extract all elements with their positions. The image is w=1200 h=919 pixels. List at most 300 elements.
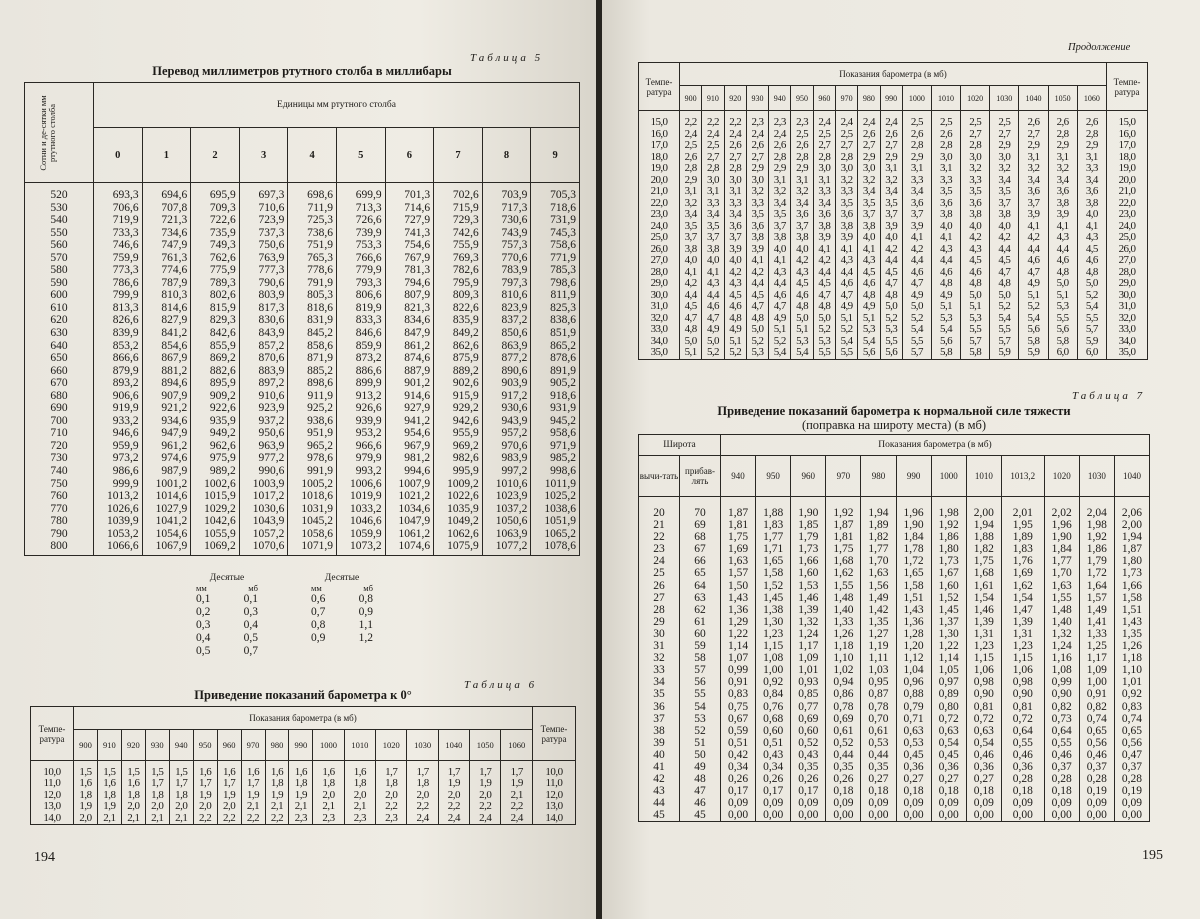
table-row (639, 255, 1148, 267)
table-cell: 1041,2 (142, 515, 191, 528)
table-cell: 1,49 (1079, 604, 1114, 616)
table-cell: 1,41 (1079, 616, 1114, 628)
table-cell: 0,17 (756, 785, 791, 797)
table-cell: 854,6 (142, 340, 191, 353)
table-cell: 3,4 (702, 209, 724, 221)
table-cell: 737,3 (239, 227, 288, 240)
table-cell: 3,2 (1048, 163, 1077, 175)
table-cell: 1,8 (376, 778, 407, 789)
table-cell: 0,89 (931, 688, 966, 700)
column-header: 3 (239, 128, 288, 183)
table-cell: 1,63 (721, 555, 756, 567)
table-cell: 1014,6 (142, 490, 191, 503)
row-label: 16,0 (1107, 129, 1148, 141)
row-label: 40 (639, 749, 680, 761)
table-cell: 5,8 (1019, 336, 1048, 348)
table-cell: 0,53 (861, 737, 896, 749)
row-label: 26,0 (639, 244, 680, 256)
table-cell: 721,3 (142, 214, 191, 227)
table-cell: 5,2 (880, 313, 902, 325)
table-cell: 3,1 (702, 186, 724, 198)
table-cell: 2,8 (791, 152, 813, 164)
table-row (25, 264, 580, 277)
table-cell: 4,2 (746, 267, 768, 279)
table-cell: 3,0 (813, 163, 835, 175)
table-cell: 2,9 (1048, 140, 1077, 152)
table-cell: 2,1 (289, 801, 313, 812)
column-header: 1013,2 (1001, 456, 1044, 497)
table-cell: 966,6 (336, 440, 385, 453)
table5-title: Перевод миллиметров ртутного столба в миллибары (152, 64, 452, 78)
table-cell: 2,9 (680, 175, 702, 187)
table-cell: 0,68 (756, 713, 791, 725)
table-cell: 5,7 (961, 336, 990, 348)
table-cell: 0,82 (1079, 701, 1114, 713)
table-cell: 1,86 (931, 531, 966, 543)
table-cell: 1,80 (1114, 555, 1149, 567)
row-label: 23 (639, 543, 680, 555)
table-cell: 830,6 (239, 314, 288, 327)
table-cell: 3,1 (724, 186, 746, 198)
table-cell: 4,8 (1077, 267, 1106, 279)
table-cell: 811,9 (531, 289, 580, 302)
table-cell: 810,3 (142, 289, 191, 302)
table-cell: 1055,9 (191, 528, 240, 541)
table-cell: 4,9 (931, 290, 960, 302)
table-cell: 1,9 (193, 790, 217, 801)
table-cell: 3,9 (1048, 209, 1077, 221)
table-cell: 1,60 (931, 580, 966, 592)
row-label: 13,0 (31, 801, 74, 812)
table-cell: 4,6 (1077, 255, 1106, 267)
row-label: 20,0 (1107, 175, 1148, 187)
table-cell: 751,9 (288, 239, 337, 252)
table-row (25, 365, 580, 378)
table-cell: 1,10 (826, 652, 861, 664)
table-cell: 731,9 (531, 214, 580, 227)
table-cell: 814,6 (142, 302, 191, 315)
table-cell: 2,7 (990, 129, 1019, 141)
table-cell: 710,6 (239, 202, 288, 215)
table-cell: 1,58 (896, 580, 931, 592)
table-cell: 5,5 (961, 324, 990, 336)
table-cell: 2,0 (407, 790, 438, 801)
table-cell: 1,27 (861, 628, 896, 640)
row-label: 27,0 (639, 255, 680, 267)
row-label: 69 (680, 519, 721, 531)
row-label: 50 (680, 749, 721, 761)
column-header: 1030 (407, 730, 438, 761)
table-row (639, 232, 1148, 244)
table-cell: 0,96 (896, 676, 931, 688)
table-cell: 1,03 (861, 664, 896, 676)
table-cell: 893,2 (94, 377, 143, 390)
table-cell: 2,5 (813, 129, 835, 141)
table-cell: 1,00 (1079, 676, 1114, 688)
table-cell: 785,3 (531, 264, 580, 277)
table-cell: 3,5 (880, 198, 902, 210)
table-cell: 1,49 (861, 592, 896, 604)
table-cell: 886,6 (336, 365, 385, 378)
table-cell: 1,87 (1114, 543, 1149, 555)
row-label: 610 (25, 302, 94, 315)
table-cell: 1,82 (966, 543, 1001, 555)
table-cell: 2,1 (121, 813, 145, 825)
table-cell: 0,81 (966, 701, 1001, 713)
table-cell: 2,6 (724, 140, 746, 152)
table-cell: 0,37 (1079, 761, 1114, 773)
table-cell: 1,00 (756, 664, 791, 676)
table-cell: 1,43 (1114, 616, 1149, 628)
table-cell: 5,3 (813, 336, 835, 348)
table-cell: 0,81 (1001, 701, 1044, 713)
table-cell: 1046,6 (336, 515, 385, 528)
table-cell: 1,5 (74, 761, 98, 779)
table-cell: 2,1 (169, 813, 193, 825)
table-cell: 1022,6 (434, 490, 483, 503)
table-cell: 3,9 (835, 232, 857, 244)
table-cell: 1,09 (1079, 664, 1114, 676)
table-cell: 2,8 (931, 140, 960, 152)
table-cell: 4,5 (746, 290, 768, 302)
table-cell: 2,8 (813, 152, 835, 164)
table-row (639, 761, 1150, 773)
table-cell: 5,5 (813, 347, 835, 359)
table-cell: 0,51 (721, 737, 756, 749)
table-cell: 917,2 (482, 390, 531, 403)
table-cell: 827,9 (142, 314, 191, 327)
table-cell: 1059,9 (336, 528, 385, 541)
row-label: 620 (25, 314, 94, 327)
table-cell: 859,9 (336, 340, 385, 353)
table-cell: 2,3 (313, 813, 344, 825)
table-cell: 907,9 (142, 390, 191, 403)
table-cell: 894,6 (142, 377, 191, 390)
table-cell: 883,9 (239, 365, 288, 378)
table6-caption: Таблица 6 (464, 679, 538, 691)
table-cell: 1078,6 (531, 540, 580, 555)
table-cell: 1,70 (1044, 567, 1079, 579)
table-row (25, 183, 580, 202)
table-cell: 778,6 (288, 264, 337, 277)
table-cell: 1,89 (861, 519, 896, 531)
table-cell: 5,2 (702, 347, 724, 359)
table-cell: 1,8 (313, 778, 344, 789)
table-cell: 4,4 (990, 244, 1019, 256)
table-cell: 0,09 (1001, 797, 1044, 809)
table-cell: 4,3 (724, 278, 746, 290)
table-row (639, 616, 1150, 628)
table-cell: 5,0 (961, 290, 990, 302)
table-cell: 765,3 (288, 252, 337, 265)
table-cell: 2,6 (1019, 111, 1048, 129)
table-cell: 2,2 (407, 801, 438, 812)
table-cell: 1,15 (756, 640, 791, 652)
table-cell: 1,06 (1001, 664, 1044, 676)
table-cell: 926,6 (336, 402, 385, 415)
table-cell: 1045,2 (288, 515, 337, 528)
table-cell: 723,9 (239, 214, 288, 227)
table-cell: 4,3 (769, 267, 791, 279)
table-row (25, 478, 580, 491)
table-cell: 4,1 (1077, 221, 1106, 233)
column-header: 1050 (1048, 86, 1077, 111)
table-cell: 2,0 (470, 790, 501, 801)
table-cell: 969,2 (434, 440, 483, 453)
table-cell: 985,2 (531, 452, 580, 465)
table-cell: 0,95 (861, 676, 896, 688)
table-cell: 2,8 (1048, 129, 1077, 141)
table-cell: 779,9 (336, 264, 385, 277)
table-cell: 0,92 (756, 676, 791, 688)
table-cell: 3,7 (858, 209, 880, 221)
table-cell: 0,09 (1044, 797, 1079, 809)
table-cell: 847,9 (385, 327, 434, 340)
row-label: 21 (639, 519, 680, 531)
table-cell: 1033,2 (336, 503, 385, 516)
table-cell: 5,2 (769, 336, 791, 348)
table-cell: 0,09 (861, 797, 896, 809)
table-cell: 4,6 (931, 267, 960, 279)
table-cell: 0,43 (791, 749, 826, 761)
table-cell: 5,2 (813, 324, 835, 336)
column-header: 1050 (470, 730, 501, 761)
row-label: 20,0 (639, 175, 680, 187)
table-cell: 1,18 (826, 640, 861, 652)
row-label: 21,0 (1107, 186, 1148, 198)
table-cell: 767,9 (385, 252, 434, 265)
table-cell: 1,29 (721, 616, 756, 628)
table-cell: 2,4 (438, 813, 469, 825)
table-cell: 938,6 (288, 415, 337, 428)
table-cell: 2,9 (791, 163, 813, 175)
table-cell: 1,40 (1044, 616, 1079, 628)
table-cell: 943,9 (482, 415, 531, 428)
tenths-mm-value: 0,9 (311, 632, 326, 644)
row-label: 60 (680, 628, 721, 640)
table-cell: 881,2 (142, 365, 191, 378)
table-row (25, 302, 580, 315)
table-cell: 757,3 (482, 239, 531, 252)
table-cell: 4,4 (680, 290, 702, 302)
table-cell: 2,0 (121, 801, 145, 812)
table-cell: 3,3 (746, 198, 768, 210)
table-cell: 1,22 (721, 628, 756, 640)
table-cell: 5,1 (680, 347, 702, 359)
table-cell: 730,6 (482, 214, 531, 227)
left-page (0, 0, 598, 919)
table-cell: 5,9 (1019, 347, 1048, 359)
table-cell: 0,67 (721, 713, 756, 725)
table-cell: 805,3 (288, 289, 337, 302)
row-label: 800 (25, 540, 94, 555)
table-cell: 835,9 (434, 314, 483, 327)
table-cell: 861,2 (385, 340, 434, 353)
table-cell: 853,2 (94, 340, 143, 353)
table-cell: 1,83 (756, 519, 791, 531)
table-cell: 2,9 (1077, 140, 1106, 152)
table-cell: 2,7 (746, 152, 768, 164)
table-cell: 4,7 (880, 278, 902, 290)
table-cell: 929,2 (434, 402, 483, 415)
row-label: 26 (639, 580, 680, 592)
table-cell: 858,6 (288, 340, 337, 353)
row-label: 770 (25, 503, 94, 516)
row-label: 23,0 (1107, 209, 1148, 221)
table-cell: 4,0 (880, 232, 902, 244)
table-cell: 2,2 (438, 801, 469, 812)
table-cell: 0,90 (1044, 688, 1079, 700)
table-row (25, 540, 580, 555)
table-cell: 1,50 (721, 580, 756, 592)
table-row (639, 111, 1148, 129)
table-cell: 1,36 (721, 604, 756, 616)
table-row (639, 592, 1150, 604)
table-cell: 4,1 (1019, 221, 1048, 233)
table-cell: 1,7 (438, 761, 469, 779)
table-cell: 0,60 (756, 725, 791, 737)
table-cell: 4,1 (702, 267, 724, 279)
table-cell: 0,61 (861, 725, 896, 737)
table-cell: 695,9 (191, 183, 240, 202)
table-cell: 0,09 (931, 797, 966, 809)
table-cell: 4,3 (961, 244, 990, 256)
table-cell: 3,6 (724, 221, 746, 233)
table-cell: 5,1 (724, 336, 746, 348)
table-row (639, 797, 1150, 809)
table-cell: 1077,2 (482, 540, 531, 555)
column-header: 1 (142, 128, 191, 183)
row-label: 680 (25, 390, 94, 403)
table-cell: 2,0 (313, 790, 344, 801)
table-cell: 0,36 (931, 761, 966, 773)
table-cell: 4,3 (858, 255, 880, 267)
table-cell: 4,1 (680, 267, 702, 279)
table-cell: 1,87 (826, 519, 861, 531)
row-label: 22,0 (639, 198, 680, 210)
row-label: 24 (639, 555, 680, 567)
row-label: 600 (25, 289, 94, 302)
table-cell: 1,08 (756, 652, 791, 664)
table-cell: 3,1 (1048, 152, 1077, 164)
row-label: 18,0 (1107, 152, 1148, 164)
table7-caption: Таблица 7 (1072, 390, 1146, 402)
column-header: 1040 (1019, 86, 1048, 111)
table-cell: 3,0 (858, 163, 880, 175)
table-cell: 905,2 (531, 377, 580, 390)
table-cell: 1,75 (966, 555, 1001, 567)
table-cell: 931,9 (531, 402, 580, 415)
table6-title: Приведение показаний барометра к 0° (194, 688, 412, 702)
table-cell: 4,7 (702, 313, 724, 325)
row-label: 34,0 (1107, 336, 1148, 348)
table-cell: 1075,9 (434, 540, 483, 555)
table-cell: 1030,6 (239, 503, 288, 516)
table-row (639, 652, 1150, 664)
table-cell: 1,8 (344, 778, 375, 789)
table-cell: 3,1 (880, 163, 902, 175)
table-cell: 2,7 (880, 140, 902, 152)
table-cell: 1,86 (1079, 543, 1114, 555)
table-cell: 0,26 (756, 773, 791, 785)
table-cell: 837,2 (482, 314, 531, 327)
table-cell: 1,30 (931, 628, 966, 640)
table-cell: 1,95 (1001, 519, 1044, 531)
table-cell: 0,36 (1001, 761, 1044, 773)
row-label: 580 (25, 264, 94, 277)
table-cell: 1,77 (861, 543, 896, 555)
table-cell: 1,77 (756, 531, 791, 543)
table7-lat-header: Широта (639, 435, 721, 456)
table-cell: 1003,9 (239, 478, 288, 491)
table-cell: 1,9 (217, 790, 241, 801)
column-header: 4 (288, 128, 337, 183)
table-cell: 1,90 (896, 519, 931, 531)
table-cell: 4,5 (961, 255, 990, 267)
table-row (639, 628, 1150, 640)
row-label: 30 (639, 628, 680, 640)
table-cell: 2,4 (702, 129, 724, 141)
tenths-right-block (311, 573, 373, 645)
table-cell: 1015,9 (191, 490, 240, 503)
table-cell: 697,3 (239, 183, 288, 202)
table-cell: 2,2 (376, 801, 407, 812)
row-label: 33,0 (1107, 324, 1148, 336)
table-cell: 906,6 (94, 390, 143, 403)
table-cell: 831,9 (288, 314, 337, 327)
table-cell: 0,74 (1079, 713, 1114, 725)
table-cell: 1,20 (896, 640, 931, 652)
column-header: 910 (702, 86, 724, 111)
table-cell: 1,88 (756, 497, 791, 520)
row-label: 32 (639, 652, 680, 664)
table-cell: 959,9 (94, 440, 143, 453)
table-cell: 1,78 (896, 543, 931, 555)
column-header: 960 (791, 456, 826, 497)
table-cell: 5,5 (990, 324, 1019, 336)
column-header: 980 (265, 730, 289, 761)
table-cell: 821,3 (385, 302, 434, 315)
table-cell: 762,6 (191, 252, 240, 265)
table-cell: 754,6 (385, 239, 434, 252)
table-cell: 903,9 (482, 377, 531, 390)
tenths-left-unit-mb: мб (248, 583, 258, 593)
table-cell: 2,1 (313, 801, 344, 812)
table-cell: 0,00 (1079, 809, 1114, 822)
table-cell: 0,70 (861, 713, 896, 725)
table-cell: 4,9 (769, 313, 791, 325)
table-cell: 1042,6 (191, 515, 240, 528)
table-cell: 4,4 (835, 267, 857, 279)
table-cell: 819,9 (336, 302, 385, 315)
table-cell: 3,8 (858, 221, 880, 233)
table-cell: 1,81 (826, 531, 861, 543)
table-cell: 923,9 (239, 402, 288, 415)
table-cell: 3,6 (931, 198, 960, 210)
table-cell: 3,6 (1048, 186, 1077, 198)
table-cell: 1025,2 (531, 490, 580, 503)
table-cell: 4,8 (931, 278, 960, 290)
table-cell: 1,63 (1044, 580, 1079, 592)
table-cell: 5,0 (746, 324, 768, 336)
table-cell: 3,6 (791, 209, 813, 221)
table-cell: 3,7 (680, 232, 702, 244)
table-cell: 0,00 (1044, 809, 1079, 822)
column-header: 960 (217, 730, 241, 761)
table-cell: 2,04 (1079, 497, 1114, 520)
table-cell: 1,64 (1079, 580, 1114, 592)
table-cell: 3,7 (880, 209, 902, 221)
